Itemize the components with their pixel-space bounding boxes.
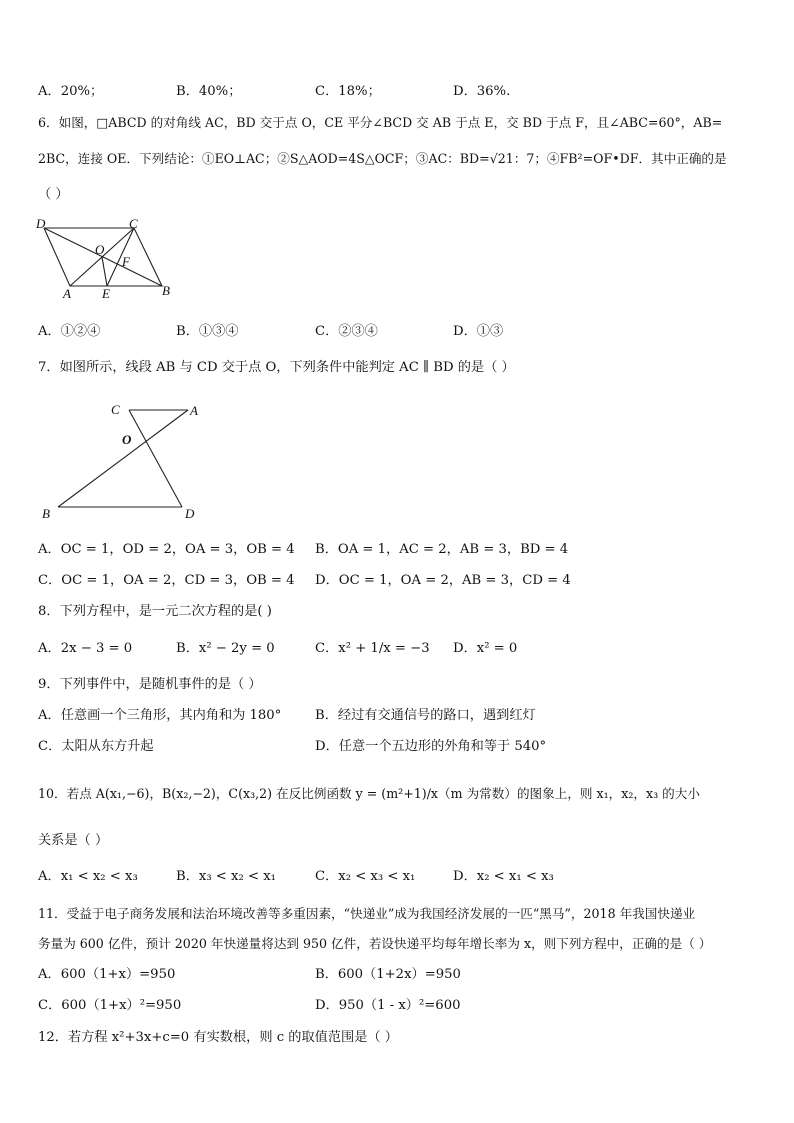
q11-option-c: C．600（1+x）²=950: [38, 998, 182, 1013]
segment-cd: [129, 410, 182, 507]
q6-parallelogram-figure: [36, 216, 181, 302]
q9-option-a: A．任意画一个三角形，其内角和为 180°: [38, 708, 282, 723]
q6-stem-line2: 2BC，连接 OE．下列结论：①EO⊥AC；②S△AOD=4S△OCF；③AC：BD=√21：7；④FB²=OF•DF．其中正确的是: [38, 151, 727, 166]
q9-option-c: C．太阳从东方升起: [38, 739, 154, 754]
q9-option-d: D．任意一个五边形的外角和等于 540°: [315, 739, 547, 754]
q9-option-b: B．经过有交通信号的路口，遇到红灯: [315, 708, 536, 723]
q6-option-c: C．②③④: [315, 324, 378, 339]
q8-option-b: B．x² − 2y = 0: [176, 641, 275, 656]
q8-option-a: A．2x − 3 = 0: [38, 641, 133, 656]
q7-option-c: C．OC = 1，OA = 2，CD = 3，OB = 4: [38, 573, 295, 588]
q8-stem: 8．下列方程中，是一元二次方程的是( ): [38, 604, 272, 619]
q10-option-c: C．x₂ < x₃ < x₁: [315, 869, 416, 884]
q12-stem: 12．若方程 x²+3x+c=0 有实数根，则 c 的取值范围是（ ）: [38, 1030, 398, 1045]
q10-option-a: A．x₁ < x₂ < x₃: [38, 869, 138, 884]
label-e: E: [102, 286, 110, 301]
q10-stem-line2: 关系是（ ）: [38, 833, 109, 848]
q10-option-d: D．x₂ < x₁ < x₃: [453, 869, 554, 884]
label-a: A: [190, 403, 198, 418]
q6-option-a: A．①②④: [38, 324, 101, 339]
label-b: B: [162, 283, 170, 298]
label-a: A: [63, 286, 71, 301]
q8-option-d: D．x² = 0: [453, 641, 518, 656]
q7-option-b: B．OA = 1，AC = 2，AB = 3，BD = 4: [315, 542, 569, 557]
q11-option-d: D．950（1 - x）²=600: [315, 998, 461, 1013]
diagonal-bd: [44, 228, 162, 286]
q10-stem: 10．若点 A(x₁,−6)，B(x₂,−2)，C(x₃,2) 在反比例函数 y = (m²+1)/x（m 为常数）的图象上，则 x₁，x₂，x₃ 的大小: [38, 786, 700, 801]
q6-option-b: B．①③④: [176, 324, 239, 339]
q11-option-b: B．600（1+2x）=950: [315, 967, 461, 982]
segment-oe: [102, 257, 107, 286]
label-o: O: [122, 432, 132, 447]
q6-option-d: D．①③: [453, 324, 504, 339]
label-d: D: [36, 216, 46, 231]
q10-option-b: B．x₃ < x₂ < x₁: [176, 869, 276, 884]
q5-option-d: D．36%.: [453, 84, 511, 99]
label-c: C: [111, 402, 120, 417]
q5-option-a: A．20%；: [38, 84, 104, 99]
q11-stem-line1: 11．受益于电子商务发展和法治环境改善等多重因素，“快递业”成为我国经济发展的一匹“黑马”，2018 年我国快递业: [38, 906, 696, 921]
q7-stem: 7．如图所示，线段 AB 与 CD 交于点 O，下列条件中能判定 AC ∥ BD 的是（ ）: [38, 360, 515, 375]
label-c: C: [129, 216, 138, 231]
q7-figure: [38, 394, 208, 522]
q6-stem-line1: 6．如图，□ABCD 的对角线 AC，BD 交于点 O，CE 平分∠BCD 交 AB 于点 E，交 BD 于点 F，且∠ABC=60°，AB=: [38, 115, 723, 130]
q5-option-b: B．40%；: [176, 84, 242, 99]
q6-stem-line3: （ ）: [38, 187, 69, 202]
q8-option-c: C．x² + 1/x = −3: [315, 641, 430, 656]
segment-ab: [58, 410, 188, 507]
label-o: O: [95, 242, 105, 257]
label-b: B: [42, 506, 50, 521]
label-f: F: [122, 254, 130, 269]
label-d: D: [185, 506, 195, 521]
q9-stem: 9．下列事件中，是随机事件的是（ ）: [38, 677, 262, 692]
q7-option-d: D．OC = 1，OA = 2，AB = 3，CD = 4: [315, 573, 571, 588]
q5-option-c: C．18%；: [315, 84, 381, 99]
q7-option-a: A．OC = 1，OD = 2，OA = 3，OB = 4: [38, 542, 295, 557]
q11-option-a: A．600（1+x）=950: [38, 967, 176, 982]
q11-stem-line2: 务量为 600 亿件，预计 2020 年快递量将达到 950 亿件，若设快递平均每年增长率为 x，则下列方程中，正确的是（ ）: [38, 936, 712, 951]
